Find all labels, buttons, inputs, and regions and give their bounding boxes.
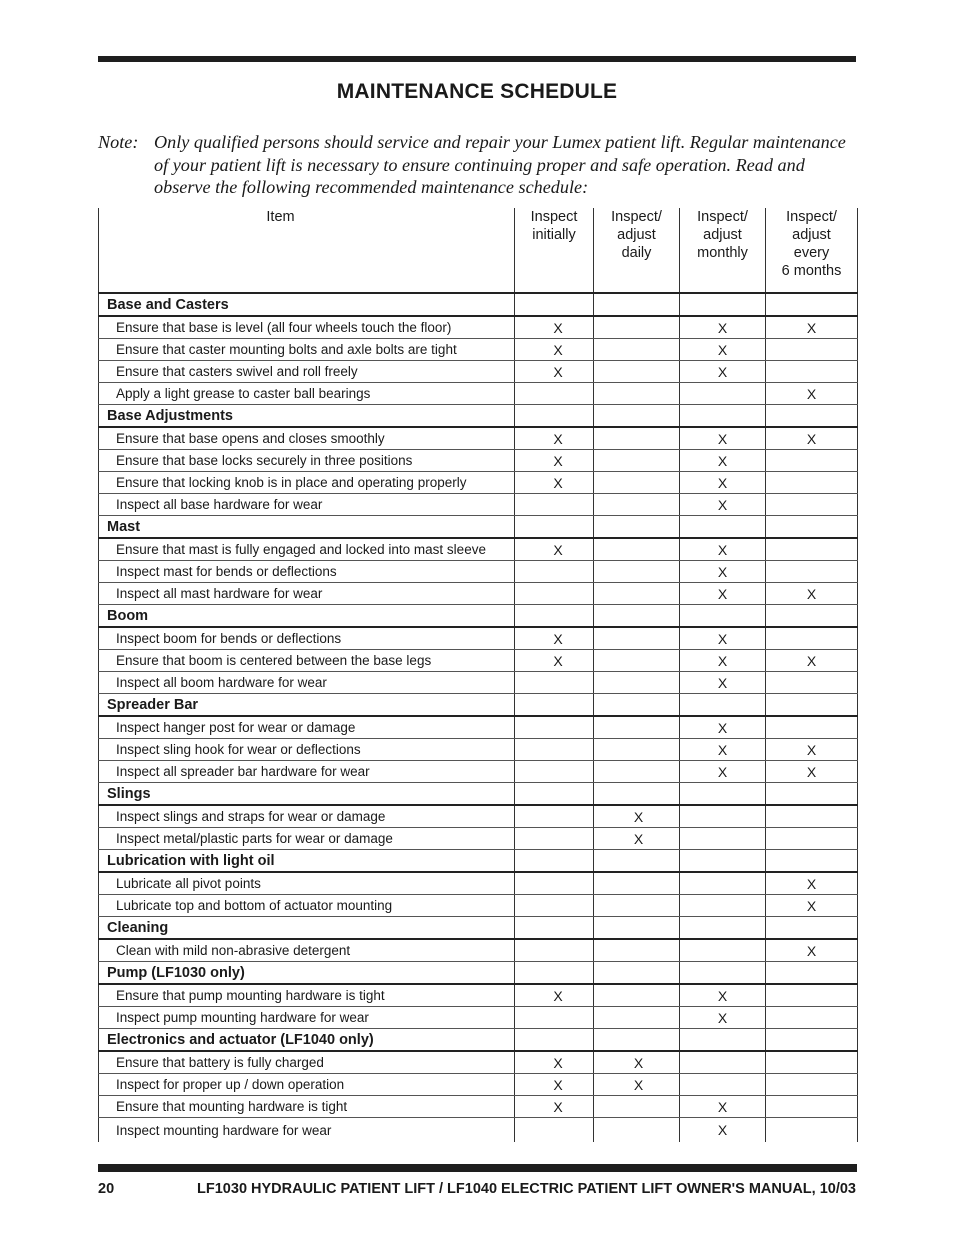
- empty-cell: [515, 383, 594, 405]
- empty-cell: [680, 383, 766, 405]
- check-mark: X: [515, 1096, 594, 1118]
- table-row: [99, 650, 858, 672]
- section-heading: Spreader Bar: [99, 694, 515, 717]
- empty-cell: [594, 316, 680, 339]
- check-mark: X: [680, 427, 766, 450]
- empty-cell: [680, 805, 766, 828]
- check-mark: X: [594, 1051, 680, 1074]
- table-row: [99, 895, 858, 917]
- header-line: Inspect/: [786, 209, 837, 225]
- empty-cell: [680, 917, 766, 940]
- empty-cell: [594, 939, 680, 962]
- empty-cell: [766, 716, 858, 739]
- table-row: [99, 450, 858, 472]
- item-label: Inspect metal/plastic parts for wear or damage: [99, 828, 515, 850]
- empty-cell: [766, 516, 858, 539]
- empty-cell: [680, 405, 766, 428]
- check-mark: X: [515, 472, 594, 494]
- table-row: [99, 583, 858, 605]
- check-mark: X: [515, 316, 594, 339]
- empty-cell: [680, 694, 766, 717]
- check-mark: X: [766, 895, 858, 917]
- empty-cell: [594, 494, 680, 516]
- empty-cell: [594, 783, 680, 806]
- item-label: Inspect mounting hardware for wear: [99, 1118, 515, 1143]
- header-line: adjust: [617, 227, 656, 243]
- empty-cell: [594, 472, 680, 494]
- table-row: [99, 383, 858, 405]
- empty-cell: [594, 1118, 680, 1143]
- item-label: Inspect for proper up / down operation: [99, 1074, 515, 1096]
- table-header-row: [99, 208, 858, 293]
- section-row: [99, 1029, 858, 1052]
- check-mark: X: [680, 450, 766, 472]
- check-mark: X: [680, 339, 766, 361]
- empty-cell: [594, 1029, 680, 1052]
- empty-cell: [680, 605, 766, 628]
- empty-cell: [766, 293, 858, 316]
- table-row: [99, 1051, 858, 1074]
- section-heading: Pump (LF1030 only): [99, 962, 515, 985]
- empty-cell: [680, 939, 766, 962]
- empty-cell: [515, 1007, 594, 1029]
- section-row: [99, 694, 858, 717]
- page-footer: [98, 1181, 856, 1201]
- check-mark: X: [680, 627, 766, 650]
- check-mark: X: [766, 383, 858, 405]
- header-line: Inspect/: [611, 209, 662, 225]
- header-line: every: [793, 245, 830, 261]
- item-label: Ensure that mounting hardware is tight: [99, 1096, 515, 1118]
- section-heading: Slings: [99, 783, 515, 806]
- empty-cell: [515, 783, 594, 806]
- empty-cell: [515, 694, 594, 717]
- table-row: [99, 805, 858, 828]
- empty-cell: [766, 1096, 858, 1118]
- empty-cell: [766, 450, 858, 472]
- check-mark: X: [515, 650, 594, 672]
- check-mark: X: [680, 739, 766, 761]
- empty-cell: [680, 850, 766, 873]
- item-label: Ensure that base is level (all four wheels touch the floor): [99, 316, 515, 339]
- table-row: [99, 939, 858, 962]
- item-label: Inspect all boom hardware for wear: [99, 672, 515, 694]
- header-item: [99, 208, 515, 293]
- table-row: [99, 1118, 858, 1143]
- empty-cell: [594, 650, 680, 672]
- empty-cell: [766, 472, 858, 494]
- check-mark: X: [680, 494, 766, 516]
- table-row: [99, 627, 858, 650]
- check-mark: X: [680, 1007, 766, 1029]
- header-line: Inspect: [530, 209, 578, 225]
- item-label: Ensure that base locks securely in three positions: [99, 450, 515, 472]
- item-label: Ensure that casters swivel and roll freely: [99, 361, 515, 383]
- check-mark: X: [680, 650, 766, 672]
- table-row: [99, 538, 858, 561]
- table-row: [99, 672, 858, 694]
- section-heading: Mast: [99, 516, 515, 539]
- empty-cell: [594, 739, 680, 761]
- section-heading: Electronics and actuator (LF1040 only): [99, 1029, 515, 1052]
- table-body: [99, 293, 858, 1142]
- section-heading: Boom: [99, 605, 515, 628]
- table-row: [99, 1074, 858, 1096]
- empty-cell: [515, 828, 594, 850]
- empty-cell: [680, 516, 766, 539]
- empty-cell: [680, 828, 766, 850]
- header-adjust-monthly: [680, 208, 766, 293]
- header-line: adjust: [703, 227, 742, 243]
- item-label: Ensure that base opens and closes smoothly: [99, 427, 515, 450]
- empty-cell: [766, 339, 858, 361]
- empty-cell: [766, 962, 858, 985]
- empty-cell: [766, 1007, 858, 1029]
- check-mark: X: [680, 538, 766, 561]
- empty-cell: [594, 672, 680, 694]
- empty-cell: [766, 405, 858, 428]
- empty-cell: [515, 583, 594, 605]
- check-mark: X: [766, 650, 858, 672]
- item-label: Inspect boom for bends or deflections: [99, 627, 515, 650]
- table-row: [99, 984, 858, 1007]
- check-mark: X: [680, 761, 766, 783]
- section-heading: Lubrication with light oil: [99, 850, 515, 873]
- empty-cell: [766, 694, 858, 717]
- empty-cell: [515, 405, 594, 428]
- bottom-rule: [98, 1164, 857, 1172]
- header-adjust-6-months: [766, 208, 858, 293]
- item-label: Lubricate all pivot points: [99, 872, 515, 895]
- empty-cell: [515, 939, 594, 962]
- empty-cell: [766, 1074, 858, 1096]
- header-line: initially: [532, 227, 576, 243]
- check-mark: X: [515, 339, 594, 361]
- section-heading: Base Adjustments: [99, 405, 515, 428]
- check-mark: X: [515, 984, 594, 1007]
- empty-cell: [766, 1029, 858, 1052]
- empty-cell: [594, 293, 680, 316]
- table-row: [99, 472, 858, 494]
- check-mark: X: [515, 627, 594, 650]
- empty-cell: [594, 850, 680, 873]
- empty-cell: [594, 1007, 680, 1029]
- section-row: [99, 962, 858, 985]
- empty-cell: [515, 917, 594, 940]
- empty-cell: [515, 561, 594, 583]
- empty-cell: [515, 1029, 594, 1052]
- check-mark: X: [680, 1096, 766, 1118]
- empty-cell: [594, 627, 680, 650]
- item-label: Inspect sling hook for wear or deflections: [99, 739, 515, 761]
- table-row: [99, 339, 858, 361]
- check-mark: X: [594, 805, 680, 828]
- item-label: Inspect hanger post for wear or damage: [99, 716, 515, 739]
- empty-cell: [680, 1029, 766, 1052]
- empty-cell: [680, 1051, 766, 1074]
- empty-cell: [766, 605, 858, 628]
- empty-cell: [680, 895, 766, 917]
- footer-title: LF1030 HYDRAULIC PATIENT LIFT / LF1040 ELECTRIC PATIENT LIFT OWNER'S MANUAL, 10/03: [197, 1181, 856, 1197]
- empty-cell: [766, 361, 858, 383]
- check-mark: X: [766, 316, 858, 339]
- check-mark: X: [680, 672, 766, 694]
- empty-cell: [594, 605, 680, 628]
- page-number: 20: [98, 1181, 115, 1197]
- empty-cell: [766, 984, 858, 1007]
- check-mark: X: [680, 361, 766, 383]
- check-mark: X: [594, 1074, 680, 1096]
- check-mark: X: [515, 1051, 594, 1074]
- check-mark: X: [680, 1118, 766, 1143]
- item-label: Inspect slings and straps for wear or damage: [99, 805, 515, 828]
- empty-cell: [594, 427, 680, 450]
- table-row: [99, 427, 858, 450]
- check-mark: X: [680, 561, 766, 583]
- check-mark: X: [766, 761, 858, 783]
- empty-cell: [766, 561, 858, 583]
- table-row: [99, 872, 858, 895]
- section-row: [99, 605, 858, 628]
- empty-cell: [594, 339, 680, 361]
- check-mark: X: [680, 984, 766, 1007]
- empty-cell: [515, 872, 594, 895]
- item-label: Ensure that boom is centered between the base legs: [99, 650, 515, 672]
- item-label: Ensure that battery is fully charged: [99, 1051, 515, 1074]
- empty-cell: [766, 1051, 858, 1074]
- empty-cell: [680, 783, 766, 806]
- empty-cell: [515, 1118, 594, 1143]
- section-row: [99, 293, 858, 316]
- check-mark: X: [515, 427, 594, 450]
- item-label: Ensure that pump mounting hardware is tight: [99, 984, 515, 1007]
- check-mark: X: [680, 583, 766, 605]
- empty-cell: [766, 783, 858, 806]
- empty-cell: [594, 538, 680, 561]
- empty-cell: [515, 605, 594, 628]
- empty-cell: [594, 405, 680, 428]
- check-mark: X: [515, 450, 594, 472]
- empty-cell: [515, 761, 594, 783]
- table-row: [99, 561, 858, 583]
- empty-cell: [594, 984, 680, 1007]
- empty-cell: [766, 828, 858, 850]
- header-line: Item: [266, 209, 295, 225]
- empty-cell: [594, 561, 680, 583]
- empty-cell: [515, 850, 594, 873]
- header-adjust-daily: [594, 208, 680, 293]
- check-mark: X: [594, 828, 680, 850]
- item-label: Inspect mast for bends or deflections: [99, 561, 515, 583]
- check-mark: X: [680, 472, 766, 494]
- empty-cell: [594, 361, 680, 383]
- empty-cell: [680, 1074, 766, 1096]
- check-mark: X: [766, 583, 858, 605]
- section-heading: Cleaning: [99, 917, 515, 940]
- empty-cell: [515, 739, 594, 761]
- empty-cell: [515, 293, 594, 316]
- empty-cell: [594, 895, 680, 917]
- empty-cell: [515, 895, 594, 917]
- empty-cell: [766, 494, 858, 516]
- header-line: 6 months: [781, 263, 842, 279]
- check-mark: X: [680, 316, 766, 339]
- table-row: [99, 494, 858, 516]
- empty-cell: [766, 627, 858, 650]
- section-row: [99, 850, 858, 873]
- item-label: Inspect all base hardware for wear: [99, 494, 515, 516]
- maintenance-table-wrapper: [98, 208, 857, 1142]
- check-mark: X: [515, 538, 594, 561]
- empty-cell: [594, 1096, 680, 1118]
- item-label: Ensure that mast is fully engaged and locked into mast sleeve: [99, 538, 515, 561]
- empty-cell: [594, 917, 680, 940]
- section-heading: Base and Casters: [99, 293, 515, 316]
- empty-cell: [594, 516, 680, 539]
- table-row: [99, 1096, 858, 1118]
- empty-cell: [515, 494, 594, 516]
- table-row: [99, 828, 858, 850]
- section-row: [99, 405, 858, 428]
- empty-cell: [515, 516, 594, 539]
- empty-cell: [680, 872, 766, 895]
- item-label: Ensure that locking knob is in place and operating properly: [99, 472, 515, 494]
- item-label: Inspect pump mounting hardware for wear: [99, 1007, 515, 1029]
- table-row: [99, 761, 858, 783]
- check-mark: X: [515, 1074, 594, 1096]
- maintenance-table: [98, 208, 858, 1142]
- empty-cell: [515, 672, 594, 694]
- section-row: [99, 783, 858, 806]
- note-label: Note:: [98, 132, 139, 152]
- empty-cell: [594, 761, 680, 783]
- section-row: [99, 917, 858, 940]
- check-mark: X: [766, 427, 858, 450]
- table-row: [99, 739, 858, 761]
- table-row: [99, 716, 858, 739]
- empty-cell: [594, 450, 680, 472]
- note-text: Only qualified persons should service and repair your Lumex patient lift. Regular maintenance of your patient lift is necessary to ensure continuing proper and safe operation. Read and observe the following recommended maintenance schedule:: [154, 132, 846, 197]
- page-title: MAINTENANCE SCHEDULE: [336, 80, 618, 103]
- empty-cell: [766, 1118, 858, 1143]
- empty-cell: [594, 872, 680, 895]
- item-label: Apply a light grease to caster ball bearings: [99, 383, 515, 405]
- empty-cell: [680, 962, 766, 985]
- header-line: adjust: [792, 227, 831, 243]
- header-line: monthly: [697, 245, 748, 261]
- header-line: daily: [621, 245, 652, 261]
- item-label: Inspect all mast hardware for wear: [99, 583, 515, 605]
- item-label: Lubricate top and bottom of actuator mounting: [99, 895, 515, 917]
- check-mark: X: [766, 872, 858, 895]
- item-label: Ensure that caster mounting bolts and axle bolts are tight: [99, 339, 515, 361]
- table-row: [99, 361, 858, 383]
- top-rule: [98, 56, 856, 62]
- check-mark: X: [766, 739, 858, 761]
- check-mark: X: [766, 939, 858, 962]
- check-mark: X: [515, 361, 594, 383]
- header-inspect-initially: [515, 208, 594, 293]
- check-mark: X: [680, 716, 766, 739]
- empty-cell: [594, 383, 680, 405]
- empty-cell: [594, 962, 680, 985]
- table-row: [99, 316, 858, 339]
- empty-cell: [766, 917, 858, 940]
- empty-cell: [594, 583, 680, 605]
- empty-cell: [766, 805, 858, 828]
- empty-cell: [515, 805, 594, 828]
- item-label: Clean with mild non-abrasive detergent: [99, 939, 515, 962]
- section-row: [99, 516, 858, 539]
- empty-cell: [515, 716, 594, 739]
- empty-cell: [766, 850, 858, 873]
- item-label: Inspect all spreader bar hardware for wear: [99, 761, 515, 783]
- header-line: Inspect/: [697, 209, 748, 225]
- table-row: [99, 1007, 858, 1029]
- empty-cell: [680, 293, 766, 316]
- empty-cell: [766, 538, 858, 561]
- empty-cell: [594, 694, 680, 717]
- empty-cell: [515, 962, 594, 985]
- empty-cell: [766, 672, 858, 694]
- empty-cell: [594, 716, 680, 739]
- note-block: [98, 131, 862, 199]
